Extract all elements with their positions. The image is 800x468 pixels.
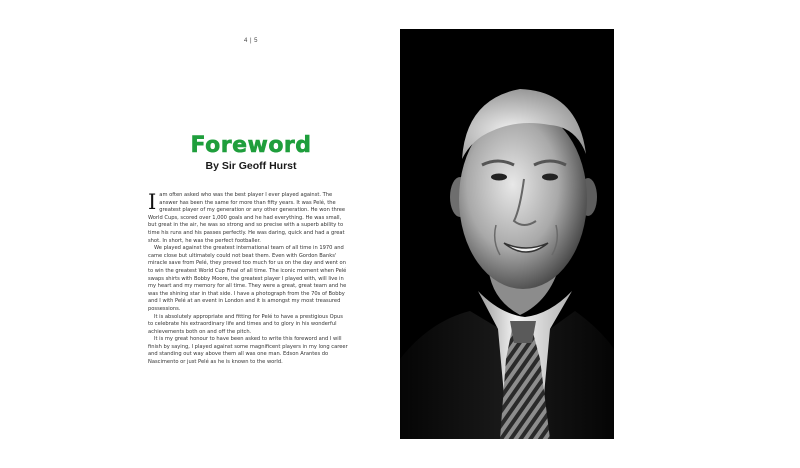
paragraph: We played against the greatest international team of all time in 1970 and came close but ultimately could not beat them. Even with Gordon Banks' miracle save from Pelé, they proved too much for us on the day and went on to win the greatest World Cup Final of all time. The iconic moment when Pelé swaps shirts with Bobby Moore, the greatest player I played with, will live in my heart and my memory for all time. They were a great, great team and he was the shining star in that side. I have a photograph from the 70s of Bobby and I with Pelé at an event in London and it is amongst my most treasured possessions. bbox=[148, 245, 347, 312]
paragraph bbox=[148, 192, 348, 245]
page-number: 4 | 5 bbox=[243, 38, 259, 44]
article-body bbox=[148, 192, 348, 367]
tie-knot bbox=[510, 321, 536, 343]
portrait-illustration bbox=[400, 29, 614, 439]
paragraph: It is my great honour to have been asked to write this foreword and I will finish by saying, I played against some magnificent players in my long career and standing out way above them all was one man. Edson Arantes do Nascimento or just Pelé as he is known to the world. bbox=[148, 336, 348, 366]
paragraph-text: am often asked who was the best player I ever played against. The answer has been the same for more than fifty years. It was Pelé, the greatest player of my generation or any other generation. He won three World Cups, scored over 1,000 goals and he had everything. He was small, but great in the air, he was so strong and so precise with a superb ability to time his runs and his passes perfectly. He was daring, quick and had a great shot. In short, he was the perfect footballer. bbox=[148, 192, 346, 244]
portrait-photo bbox=[400, 29, 614, 439]
right-eye bbox=[542, 174, 558, 181]
drop-cap: I bbox=[148, 190, 157, 214]
left-eye bbox=[491, 174, 507, 181]
article-title: Foreword bbox=[190, 133, 312, 158]
paragraph: It is absolutely appropriate and fitting for Pelé to have a prestigious Opus to celebrate his extraordinary life and times and to glory in his wonderful achievements both on and off the pitch. bbox=[148, 313, 343, 335]
byline: By Sir Geoff Hurst bbox=[205, 160, 297, 172]
